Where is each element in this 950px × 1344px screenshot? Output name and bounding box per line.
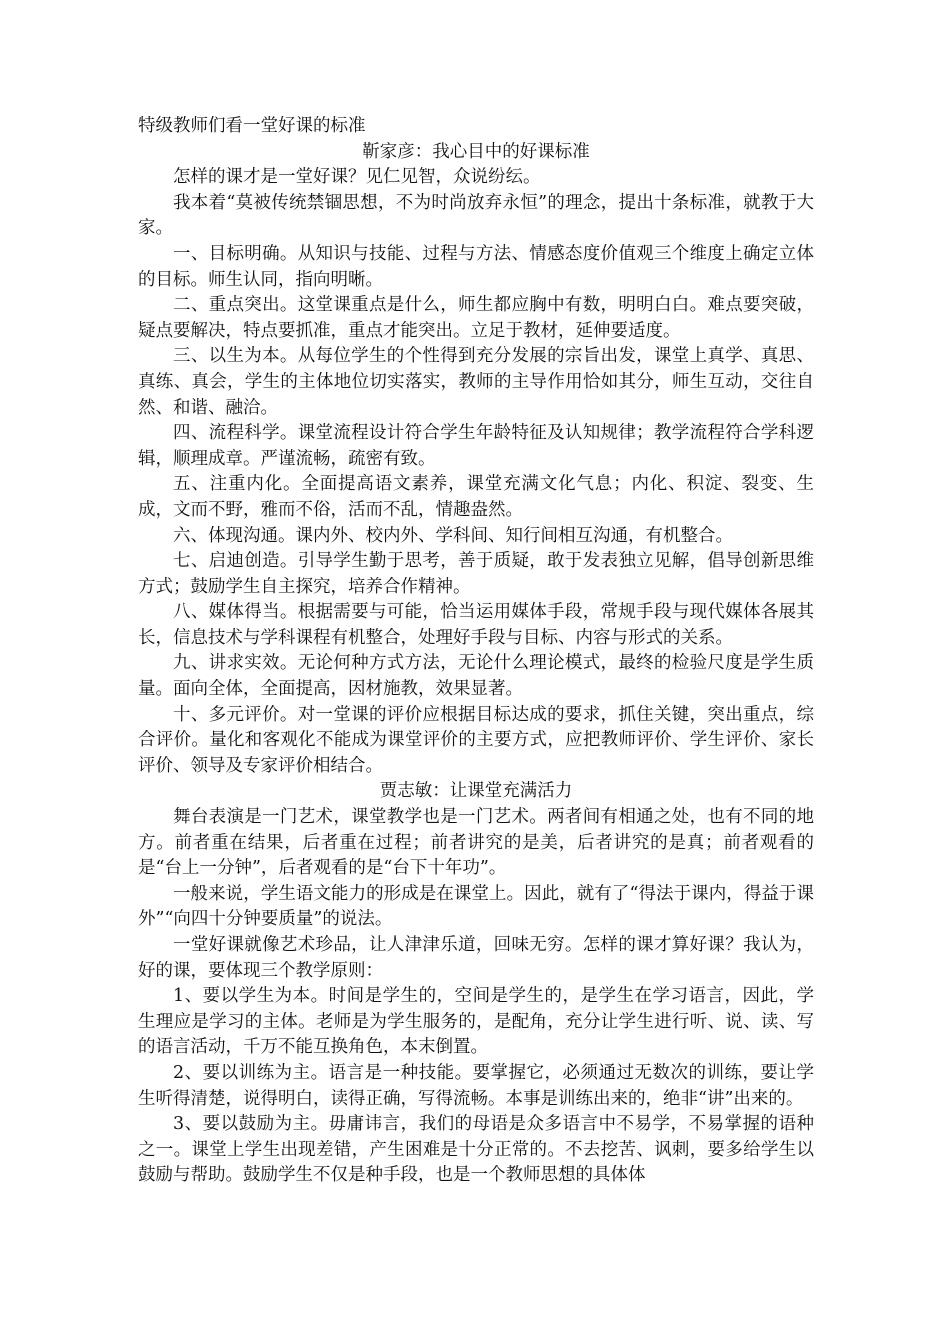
- section-title-jia: 贾志敏：让课堂充满活力: [379, 781, 573, 802]
- paragraph: 八、媒体得当。根据需要与可能，恰当运用媒体手段，常规手段与现代媒体各展其长，信息技术与学科课程有机整合，处理好手段与目标、内容与形式的关系。: [138, 602, 814, 648]
- paragraph: 四、流程科学。课堂流程设计符合学生年龄特征及认知规律；教学流程符合学科逻辑，顺理成章。严谨流畅，疏密有致。: [138, 423, 814, 469]
- document-title: 特级教师们看一堂好课的标准: [138, 116, 366, 136]
- paragraph: 三、以生为本。从每位学生的个性得到充分发展的宗旨出发，课堂上真学、真思、真练、真会，学生的主体地位切实落实，教师的主导作用恰如其分，师生互动，交往自然、和谐、融洽。: [138, 346, 814, 418]
- paragraph: 七、启迪创造。引导学生勤于思考，善于质疑，敢于发表独立见解，倡导创新思维方式；鼓励学生自主探究，培养合作精神。: [138, 551, 814, 597]
- paragraph: 一堂好课就像艺术珍品，让人津津乐道，回味无穷。怎样的课才算好课？我认为，好的课，要体现三个教学原则：: [138, 935, 814, 981]
- paragraph: 六、体现沟通。课内外、校内外、学科间、知行间相互沟通，有机整合。: [173, 525, 733, 546]
- paragraph: 九、讲求实效。无论何种方式方法，无论什么理论模式，最终的检验尺度是学生质量。面向全体，全面提高，因材施教，效果显著。: [138, 653, 814, 700]
- paragraph: 五、注重内化。全面提高语文素养，课堂充满文化气息；内化、积淀、裂变、生成，文而不野，雅而不俗，活而不乱，情趣盎然。: [138, 474, 814, 520]
- paragraph: 2、要以训练为主。语言是一种技能。要掌握它，必须通过无数次的训练，要让学生听得清楚，说得明白，读得正确，写得流畅。本事是训练出来的，绝非“讲”出来的。: [138, 1062, 814, 1109]
- section-body-jia: [138, 805, 814, 1189]
- paragraph: 二、重点突出。这堂课重点是什么，师生都应胸中有数，明明白白。难点要突破，疑点要解决，特点要抓准，重点才能突出。立足于教材，延伸要适度。: [138, 295, 814, 341]
- paragraph: 3、要以鼓励为主。毋庸讳言，我们的母语是众多语言中不易学，不易掌握的语种之一。课堂上学生出现差错，产生困难是十分正常的。不去挖苦、讽刺，要多给学生以鼓励与帮助。鼓励学生不仅是种手段，也是一个教师思想的具体体: [138, 1114, 814, 1186]
- paragraph: 十、多元评价。对一堂课的评价应根据目标达成的要求，抓住关键，突出重点，综合评价。量化和客观化不能成为课堂评价的主要方式，应把教师评价、学生评价、家长评价、领导及专家评价相结合。: [138, 704, 814, 776]
- paragraph: 怎样的课才是一堂好课？见仁见智，众说纷纭。: [173, 167, 541, 188]
- section-body-jin: [138, 165, 814, 779]
- paragraph: 一般来说，学生语文能力的形成是在课堂上。因此，就有了“得法于课内，得益于课外”“向四十分钟要质量”的说法。: [138, 883, 814, 930]
- paragraph: 我本着“莫被传统禁锢思想，不为时尚放弃永恒”的理念，提出十条标准，就教于大家。: [138, 192, 814, 239]
- paragraph: 1、要以学生为本。时间是学生的，空间是学生的，是学生在学习语言，因此，学生理应是学习的主体。老师是为学生服务的，是配角，充分让学生进行听、说、读、写的语言活动，千万不能互换角色，本末倒置。: [138, 986, 814, 1058]
- section-title-jin: 靳家彦：我心目中的好课标准: [362, 141, 590, 162]
- paragraph: 一、目标明确。从知识与技能、过程与方法、情感态度价值观三个维度上确定立体的目标。师生认同，指向明晰。: [138, 243, 814, 290]
- document-page: [138, 114, 814, 1189]
- paragraph: 舞台表演是一门艺术，课堂教学也是一门艺术。两者间有相通之处，也有不同的地方。前者重在结果，后者重在过程；前者讲究的是美，后者讲究的是真；前者观看的是“台上一分钟”，后者观看的是“台下十年功”。: [138, 807, 814, 879]
